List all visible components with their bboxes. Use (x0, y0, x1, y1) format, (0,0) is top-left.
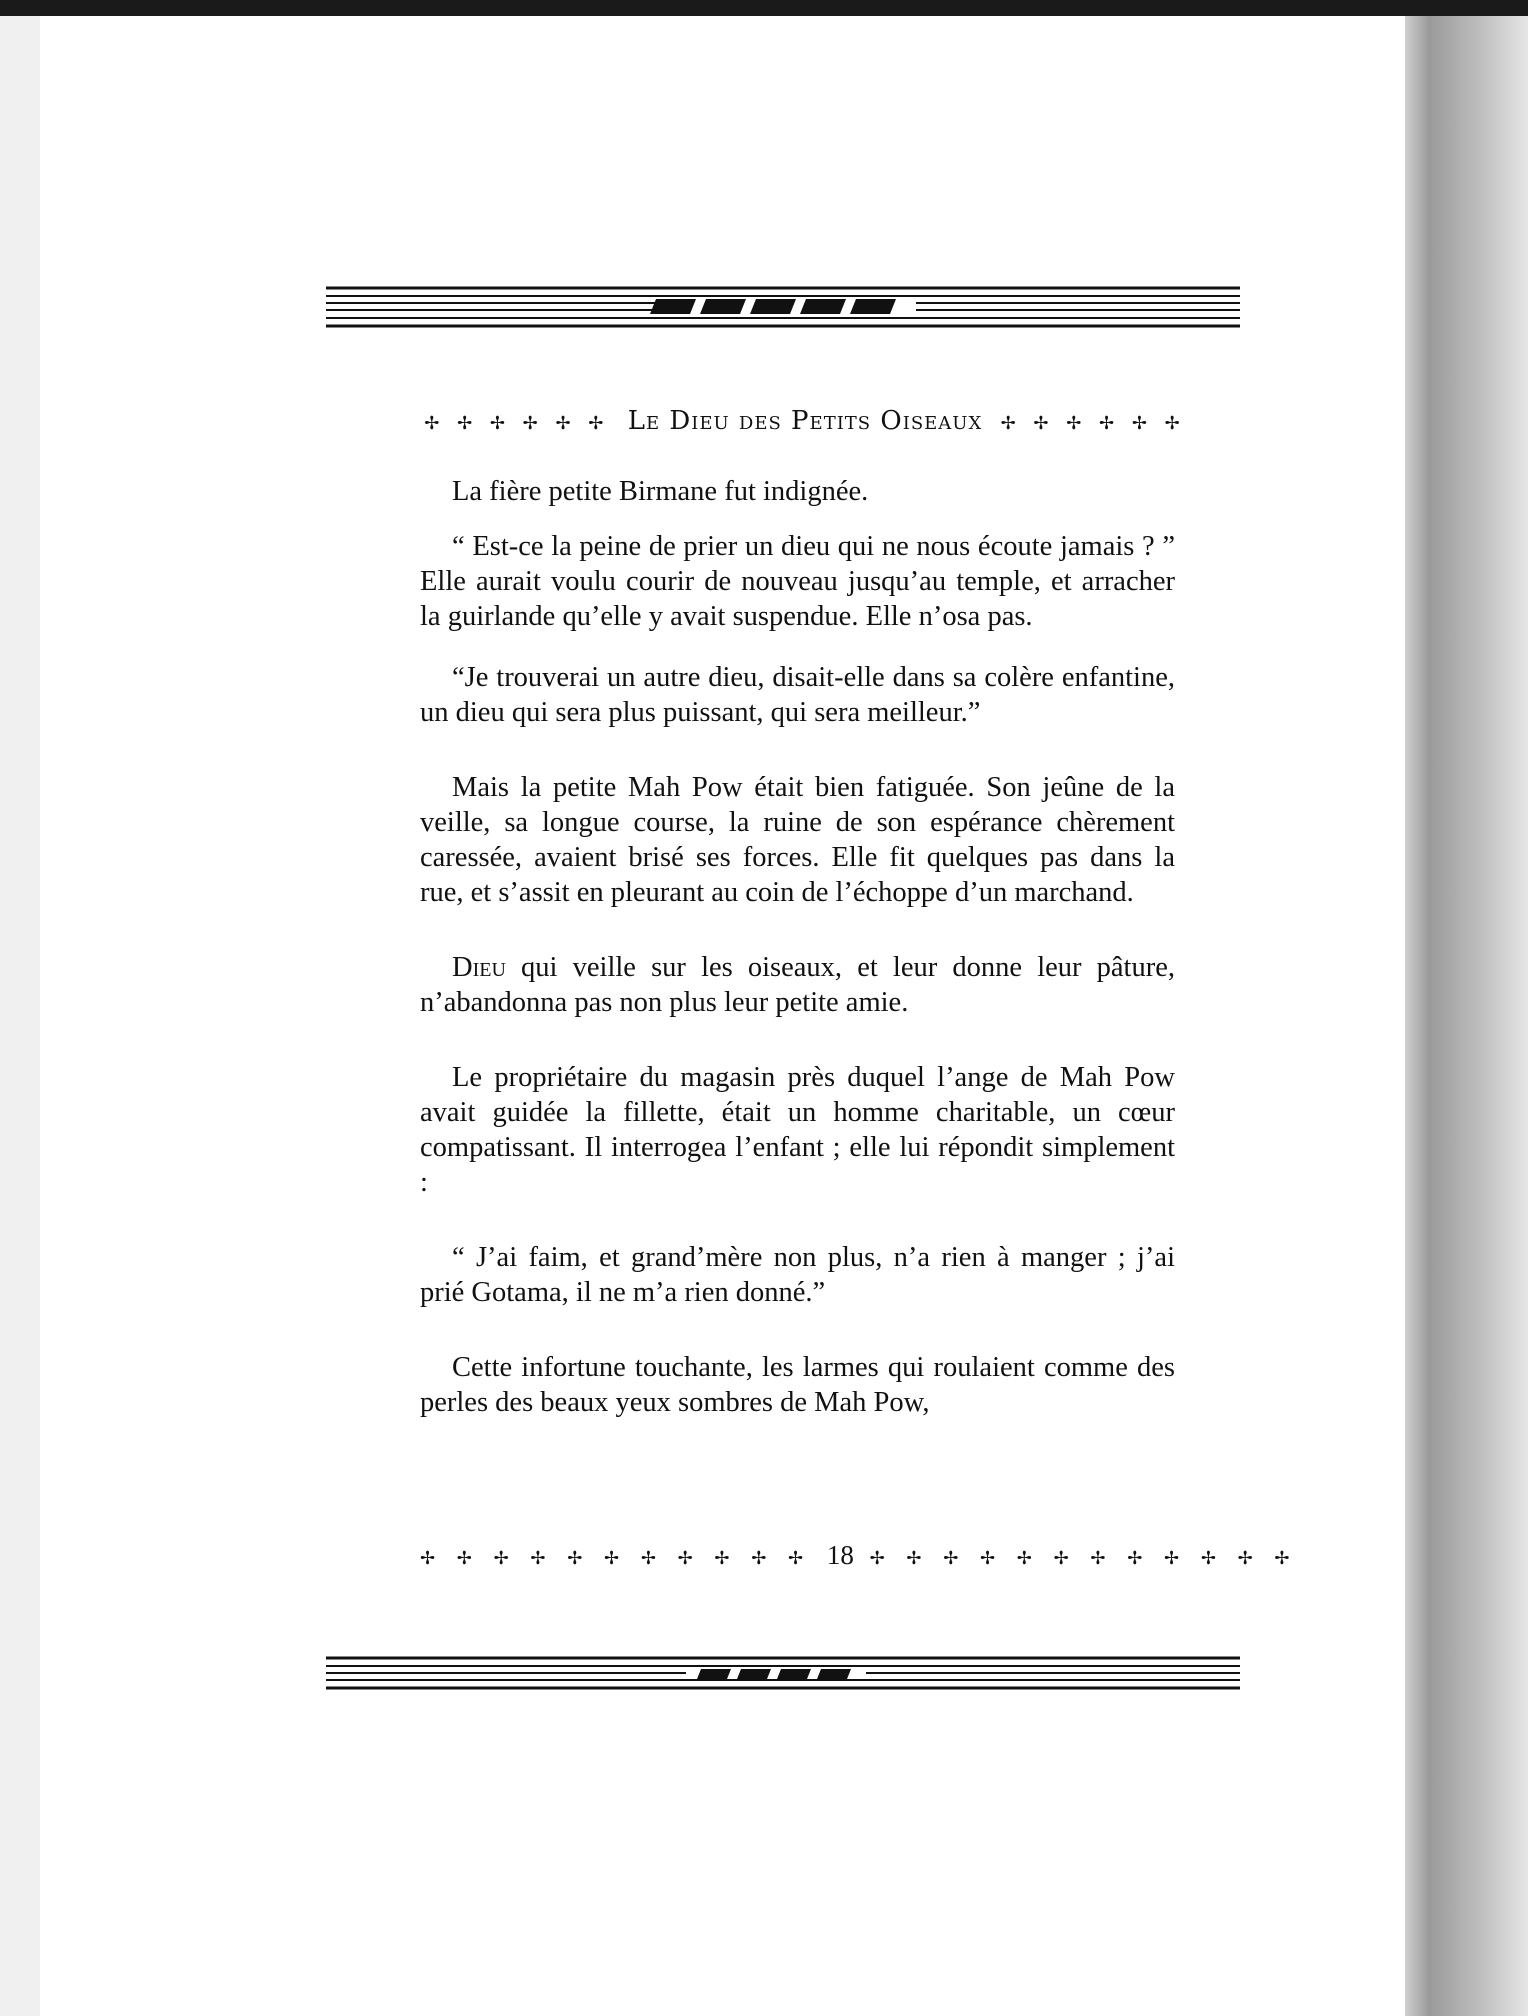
footer-right-ornament: ✢ ✢ ✢ ✢ ✢ ✢ ✢ ✢ ✢ ✢ ✢ ✢ (869, 1548, 1298, 1569)
paragraph-1: La fière petite Birmane fut indignée. (452, 476, 869, 507)
scan-top-edge (0, 0, 1528, 16)
scan-left-margin (0, 16, 40, 2016)
header-left-ornament: ✢ ✢ ✢ ✢ ✢ ✢ (424, 413, 610, 434)
paragraph-4: Mais la petite Mah Pow était bien fatiguée. Son jeûne de la veille, sa longue course, la ruine de son espérance chèrement caressée, avaient brisé ses forces. Elle fit quelques pas dans la rue, et s’assit en pleurant au coin de l’échoppe d’un marchand. (420, 772, 1175, 908)
footer-left-ornament: ✢ ✢ ✢ ✢ ✢ ✢ ✢ ✢ ✢ ✢ ✢ (420, 1548, 812, 1569)
paragraph-5-rest: qui veille sur les oiseaux, et leur donne leur pâture, n’abandonna pas non plus leur petite amie. (420, 952, 1175, 1018)
page-gutter-shadow (1405, 16, 1528, 2016)
page-number: 18 (826, 1540, 854, 1570)
header-right-ornament: ✢ ✢ ✢ ✢ ✢ ✢ (1000, 413, 1186, 434)
top-ornament-rule (326, 282, 1240, 334)
chapter-title: Le Dieu des Petits Oiseaux (627, 406, 983, 436)
paragraph-8: Cette infortune touchante, les larmes qui roulaient comme des perles des beaux yeux sombres de Mah Pow, (420, 1352, 1175, 1418)
paragraph-2: “ Est-ce la peine de prier un dieu qui ne nous écoute jamais ? ” Elle aurait voulu courir de nouveau jusqu’au temple, et arracher la guirlande qu’elle y avait suspendue. Elle n’osa pas. (420, 531, 1175, 632)
bottom-ornament-rule (326, 1652, 1240, 1704)
smallcaps-word: Dieu (452, 952, 506, 983)
page-footer (420, 1540, 1298, 1580)
paragraph-7: “ J’ai faim, et grand’mère non plus, n’a rien à manger ; j’ai prié Gotama, il ne m’a rien donné.” (420, 1242, 1175, 1308)
paragraph-3: “Je trouverai un autre dieu, disait-elle dans sa colère enfantine, un dieu qui sera plus puissant, qui sera meilleur.” (420, 662, 1175, 728)
running-head (420, 406, 1190, 446)
paragraph-5 (420, 950, 1175, 1020)
body-text (420, 470, 1175, 1420)
paragraph-6: Le propriétaire du magasin près duquel l’ange de Mah Pow avait guidée la fillette, était un homme charitable, un cœur compatissant. Il interrogea l’enfant ; elle lui répondit simplement : (420, 1062, 1175, 1198)
